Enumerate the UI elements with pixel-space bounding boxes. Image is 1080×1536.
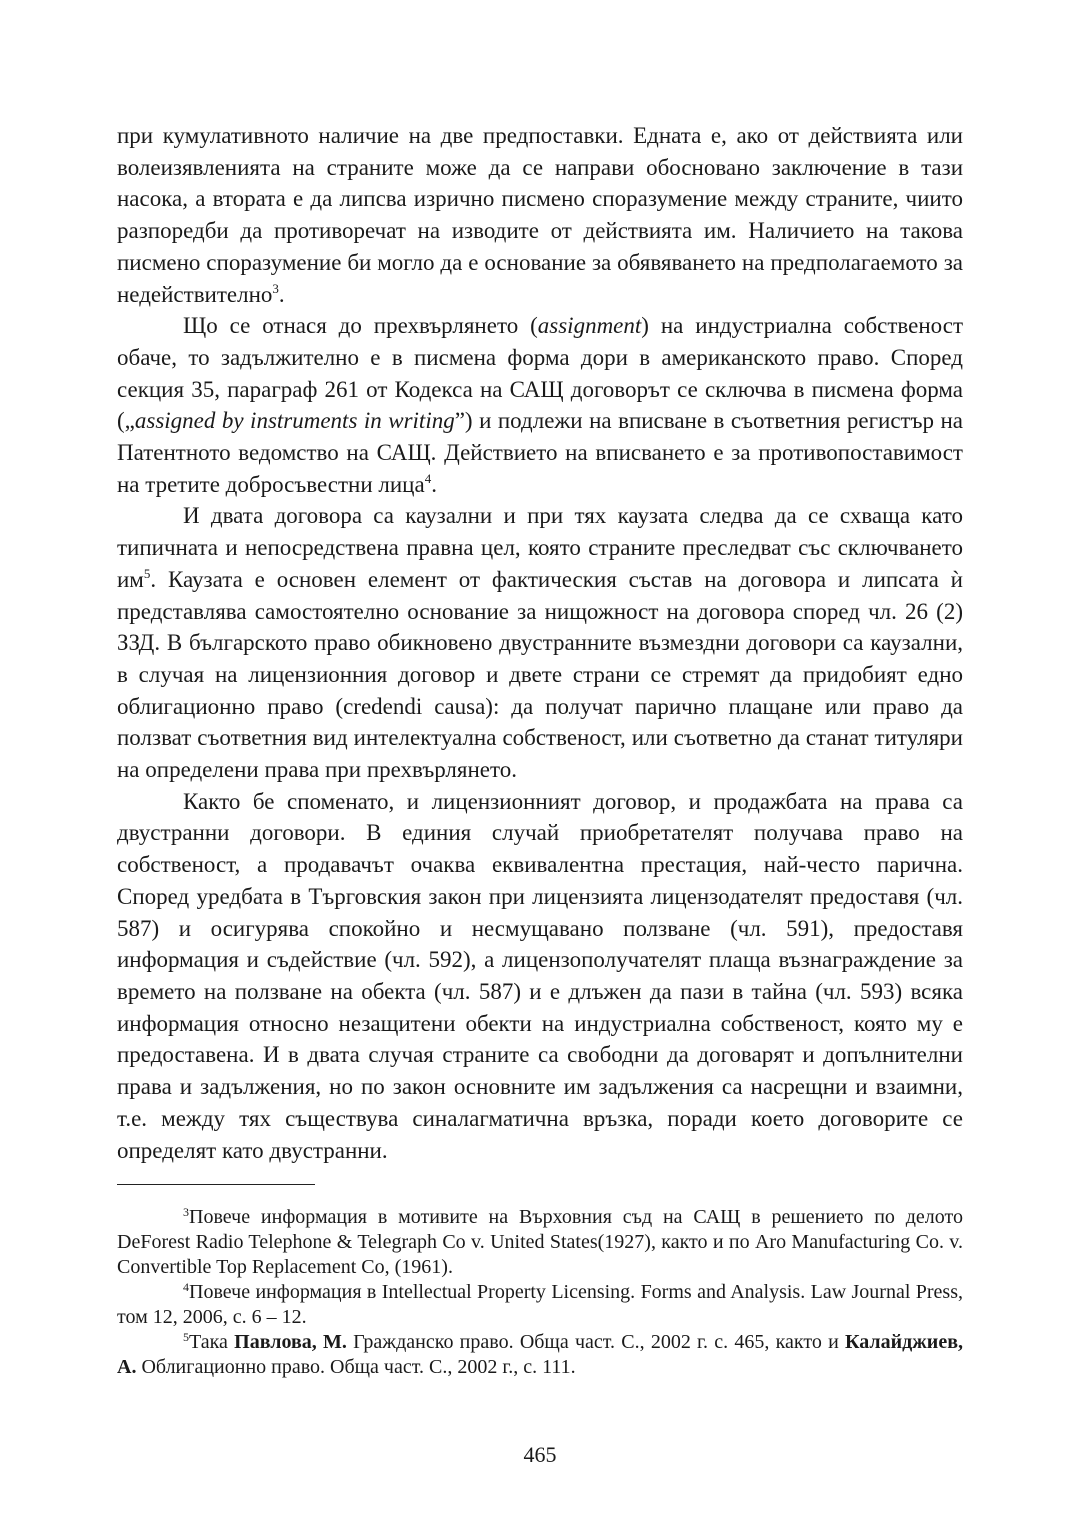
- footnote: [117, 1280, 963, 1330]
- paragraph-text: при кумулативното наличие на две предпоставки. Едната е, ако от действията или волеизявленията на страните може да се направи обосновано заключение в тази насока, а втората е да липсва изрично писмено споразумение между страните, чиито разпоредби да противоречат на изводите от действията им. Наличието на такова писмено споразумение би могло да е основание за обявяването на предполагаемото за недействително: [117, 123, 963, 307]
- paragraph-text: . Каузата е основен елемент от фактическия състав на договора и липсата ѝ представлява самостоятелно основание за нищожност на договора според чл. 26 (2) ЗЗД. В българското право обикновено двустранните възмездни договори са каузални, в случая на лицензионния договор и двете страни се стремят да придобият едно облигационно право (credendi causa): да получат парично плащане или право да ползват съответния вид интелектуална собственост, или съответно да станат титуляри на определени права при прехвърлянето.: [117, 566, 963, 783]
- paragraph-text: .: [278, 281, 285, 307]
- paragraph: [117, 310, 963, 500]
- author-name: Калайджиев, А.: [117, 1331, 963, 1378]
- italic-term: assignment: [537, 313, 642, 339]
- footnote: [117, 1330, 963, 1380]
- paragraph: [117, 120, 963, 310]
- paragraph-text: ) на индустриална собственост обаче, то задължително е в писмена форма дори в американското право. Според секция 35, параграф 261 от Кодекса на САЩ договорът се сключва в писмена форма („: [117, 313, 964, 434]
- footnote-ref: 4: [424, 470, 432, 486]
- author-name: Павлова, М.: [234, 1331, 347, 1353]
- paragraph: [117, 500, 963, 785]
- footnote: [117, 1205, 963, 1280]
- page-number: 465: [523, 1442, 557, 1467]
- paragraph-text: И двата договора са каузални и при тях каузата следва да се схваща като типичната и непосредствена правна цел, която страните преследват със сключването им: [117, 503, 963, 592]
- footnote-text: Гражданско право. Обща част. С., 2002 г. с. 465, както и: [346, 1331, 846, 1353]
- footnote-text: Повече информация в мотивите на Върховния съд на САЩ в решението по делото DeForest Radio Telephone & Telegraph Co v. United States(1927), както и по Aro Manufacturing Co. v. Convertible Top Replacement Co, (1961).: [117, 1206, 963, 1278]
- paragraph-text: .: [431, 471, 437, 497]
- footnote-separator: [117, 1184, 315, 1185]
- main-text: [117, 120, 963, 1166]
- footnote-number: 4: [183, 1280, 189, 1294]
- footnotes: [117, 1205, 963, 1380]
- paragraph-text: Що се отнася до прехвърлянето (: [183, 313, 538, 339]
- paragraph-text: ”) и подлежи на вписване в съответния регистър на Патентното ведомство на САЩ. Действието на вписването е за противопоставимост на третите добросъвестни лица: [117, 408, 963, 497]
- paragraph: [117, 786, 963, 1166]
- paragraph-text: Както бе споменато, и лицензионният договор, и продажбата на права са двустранни договори. В единия случай приобретателят получава право на собственост, а продавачът очаква еквивалентна престация, най-често парична. Според уредбата в Търговския закон при лицензията лицензодателят предоставя (чл. 587) и осигурява спокойно и несмущавано ползване (чл. 591), предоставя информация и съдействие (чл. 592), а лицензополучателят плаща възнаграждение за времето на ползване на обекта (чл. 587) и е длъжен да пази в тайна (чл. 593) всяка информация относно незащитени обекти на индустриална собственост, която му е предоставена. И в двата случая страните са свободни да договарят и допълнителни права и задължения, но по закон основните им задължения са насрещни и взаимни, т.е. между тях съществува синалагматична връзка, поради което договорите се определят като двустранни.: [117, 788, 963, 1163]
- footnote-text: Така: [189, 1331, 235, 1353]
- italic-quote: assigned by instruments in writing: [134, 408, 455, 434]
- footnote-number: 3: [183, 1205, 189, 1219]
- footnote-text: Повече информация в Intellectual Property Licensing. Forms and Analysis. Law Journal Press, том 12, 2006, с. 6 – 12.: [117, 1281, 963, 1328]
- footnote-ref: 3: [272, 280, 279, 296]
- footnote-text: Облигационно право. Обща част. С., 2002 г., с. 111.: [136, 1356, 576, 1378]
- footnote-number: 5: [183, 1330, 189, 1344]
- footnote-ref: 5: [143, 565, 151, 581]
